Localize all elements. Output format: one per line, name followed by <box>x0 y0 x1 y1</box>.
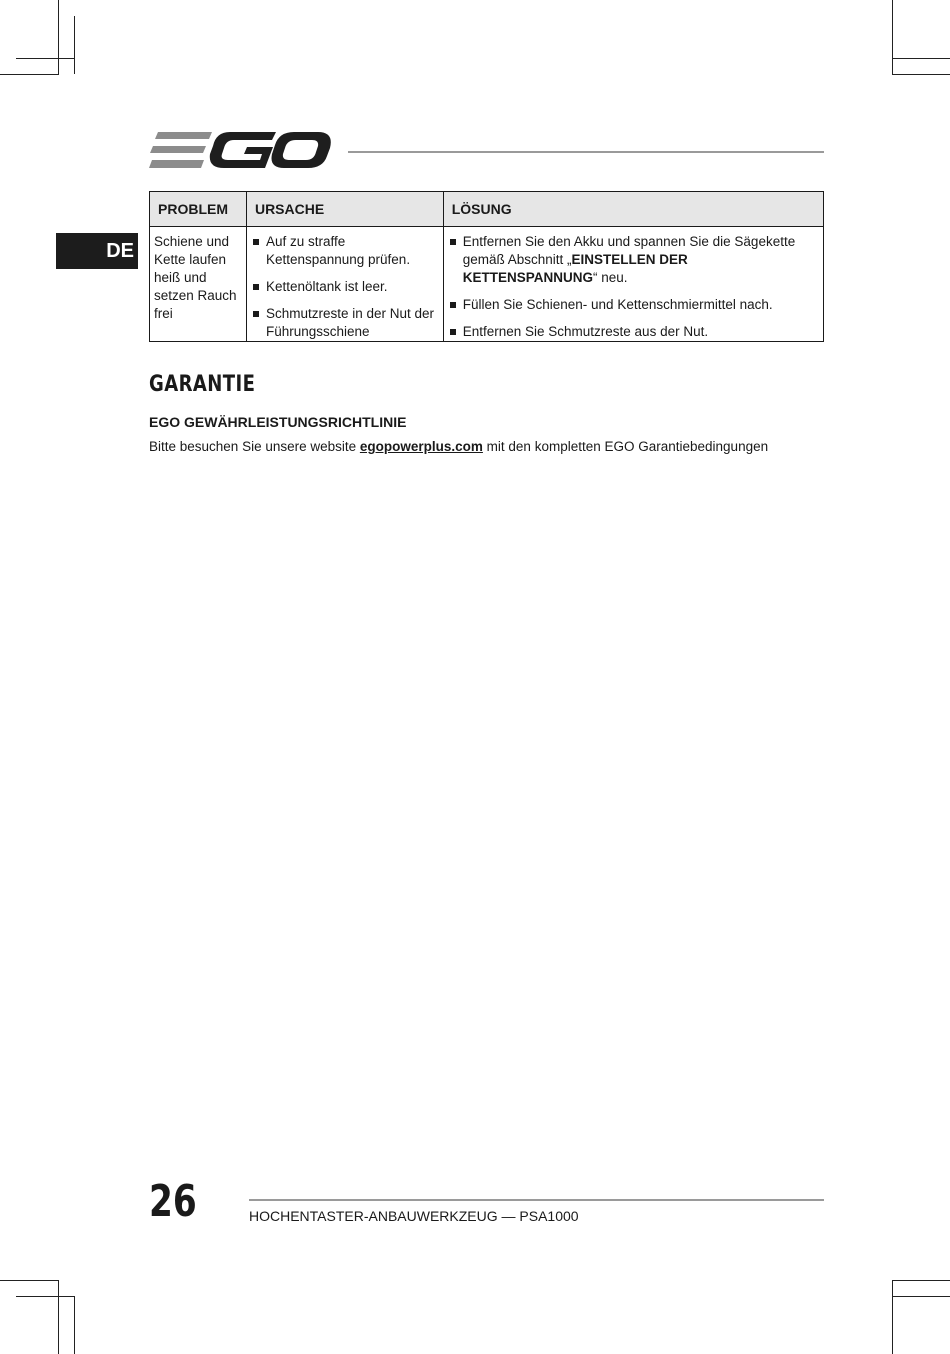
crop-mark <box>16 1296 74 1297</box>
cause-list <box>251 233 439 341</box>
crop-mark <box>58 0 59 75</box>
crop-mark <box>58 1280 59 1354</box>
crop-mark <box>892 1280 893 1354</box>
solution-list <box>448 233 819 341</box>
warranty-text-before: Bitte besuchen Sie unsere website <box>149 439 360 454</box>
crop-mark <box>0 74 58 75</box>
cause-item: Schmutzreste in der Nut der Führungsschiene <box>251 305 439 341</box>
table-row <box>150 227 824 342</box>
solution-text: Füllen Sie Schienen- und Kettenschmiermittel nach. <box>462 297 773 312</box>
page-number: 26 <box>149 1176 197 1227</box>
footer-product-name: HOCHENTASTER-ANBAUWERKZEUG — PSA1000 <box>249 1208 579 1224</box>
crop-mark <box>892 0 893 74</box>
warranty-text-after: mit den kompletten EGO Garantiebedingungen <box>482 439 769 454</box>
solution-text: Entfernen Sie Schmutzreste aus der Nut. <box>462 324 709 339</box>
solution-text: “ neu. <box>592 270 628 285</box>
troubleshooting-table <box>149 191 824 342</box>
crop-mark <box>0 1280 58 1281</box>
warranty-text <box>149 439 768 454</box>
column-header-cause: URSACHE <box>246 192 443 227</box>
ego-logo <box>148 128 332 172</box>
crop-mark <box>74 1296 75 1354</box>
crop-mark <box>74 16 75 74</box>
crop-mark <box>892 58 950 59</box>
subsection-title: EGO GEWÄHRLEISTUNGSRICHTLINIE <box>149 414 407 430</box>
website-link[interactable]: egopowerplus.com <box>359 439 483 454</box>
problem-cell: Schiene und Kette laufen heiß und setzen Rauch frei <box>150 227 247 342</box>
crop-mark <box>892 1296 950 1297</box>
cause-item: Auf zu straffe Kettenspannung prüfen. <box>251 233 439 269</box>
language-tab: DE <box>56 233 138 269</box>
solution-item <box>448 233 819 287</box>
solution-item <box>448 323 819 341</box>
column-header-problem: PROBLEM <box>150 192 247 227</box>
cause-item: Kettenöltank ist leer. <box>251 278 439 296</box>
section-reference: EINSTELLEN DER KETTENSPANNUNG <box>462 252 688 285</box>
solution-item <box>448 296 819 314</box>
section-title-garantie: GARANTIE <box>149 372 256 397</box>
ego-logo-mark <box>148 128 332 172</box>
crop-mark <box>892 74 950 75</box>
cause-cell <box>246 227 443 342</box>
crop-mark <box>892 1280 950 1281</box>
column-header-solution: LÖSUNG <box>443 192 823 227</box>
table-header-row <box>150 192 824 227</box>
crop-mark <box>16 58 74 59</box>
header-rule <box>348 151 824 153</box>
solution-cell <box>443 227 823 342</box>
solution-text: Entfernen Sie den Akku und spannen Sie die Sägekette gemäß Abschnitt „ <box>462 234 796 267</box>
footer-rule <box>249 1199 824 1201</box>
